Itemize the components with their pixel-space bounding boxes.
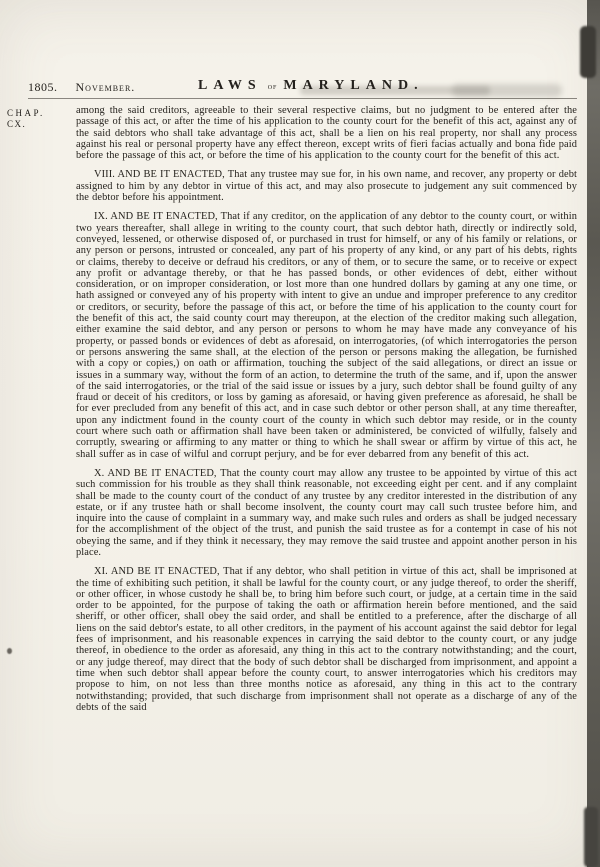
scan-artifact-top-right — [580, 26, 596, 78]
paragraph-continuation: among the said creditors, agreeable to their several respective claims, but no judgment to be entered after the passage of this act, or after the time of his application to the county court for the benefit of this act, against any of the said debtors who shall take advantage of this act, shall be a lien on his real property, nor shall any process against his real or personal property have any effect thereon, except writs of fieri facias actually and bona fide paid before the passage of this act, or before the time of his application to the county court for the benefit of this act. — [76, 105, 577, 162]
scan-ink-mark — [7, 648, 12, 654]
scan-edge-strip — [587, 0, 600, 867]
header-rule — [28, 98, 577, 99]
margin-chap-number: CX. — [7, 119, 27, 129]
margin-chap-label: CHAP. — [7, 108, 45, 118]
paragraph-section-viii: VIII. AND BE IT ENACTED, That any trustee may sue for, in his own name, and recover, any property or debt assigned to him by any debtor in virtue of this act, and may also prosecute to judgement any suit commenced by the debtor before his appointment. — [76, 169, 577, 204]
paragraph-section-xi: XI. AND BE IT ENACTED, That if any debtor, who shall petition in virtue of this act, shall be imprisoned at the time of exhibiting such petition, it shall be lawful for the county court, or any judge thereof, to order the sheriff, or other officer, in whose custody he shall be, to bring him before such court, or judge, at a certain time in the said order to be appointed, for the purpose of taking the oath or affirmation herein before mentioned, and the said sheriff, or other officer, shall obey the said order, and shall be entitled to a preference, after the discharge of all liens on the said debtor's estate, to all other creditors, in the payment of his account against the said debtor for legal fees of imprisonment, and his reasonable expences in carrying the said debtor to the county court, or any judge thereof, in obedience to the order as aforesaid, any thing in this act to the contrary notwithstanding; and the court, or any judge thereof, may direct that the body of such debtor shall be discharged from imprisonment, and appoint a time when such debtor shall appear before the county court, to answer interrogatories which his creditors may propose to him, on not less than three months notice as aforesaid, any thing in this act to the contrary notwithstanding; provided, that such discharge from imprisonment shall not operate as a discharge of any of the debts of the said — [76, 566, 577, 713]
scan-artifact-bottom-right — [584, 807, 598, 867]
page-title — [198, 76, 424, 94]
margin-note-chapter — [7, 108, 71, 129]
paragraph-section-x: X. AND BE IT ENACTED, That the county court may allow any trustee to be appointed by virtue of this act such commission for his trouble as they shall think reasonable, not exceeding eight per cent. and if any complaint shall be made to the county court of the conduct of any trustee by any creditor interested in the distribution of any estate, or if any trustee hath or shall become insolvent, the county court may call such trustee before him, and inquire into the cause of complaint in a summary way, and make such rules and orders as shall be judged necessary for the accomplishment of the object of the trust, and punish the said trustee as for a contempt in case of his not obeying the same, and if they think it necessary, they may remove the said trustee and appoint another person in his place. — [76, 467, 577, 558]
paragraph-section-ix: IX. AND BE IT ENACTED, That if any creditor, on the application of any debtor to the county court, or within two years thereafter, shall allege in writing to the county court, that such debtor hath, directly or indirectly sold, conveyed, lessened, or otherwise disposed of, or purchased in trust for himself, or any of his family or relations, or any person or persons, intrusted or concealed, any part of his property of any kind, or any part of his debts, rights or claims, thereby to deceive or defraud his creditors, or any of them, or to secure the same, or to receive or expect any profit or advantage thereby, or that he has passed bonds, or other evidences of debt, either without consideration, or on improper consideration, or lost more than one hundred dollars by gaming at any one time, or hath assigned or conveyed any of his property with intent to give an undue and improper preference to any creditor or creditors, or security, before the passage of this act, or before the time of his application to the county court for the benefit of this act, the said county court may thereupon, at the election of the creditor making such allegation, either examine the said debtor, and any person or persons to whom he may have made any conveyance of his property, or passed bonds or evidences of debt as aforesaid, on interrogatories, (of which interrogatories the person or persons answering the same shall, at the election of the person or persons making the allegation, be furnished with a copy or copies,) on oath or affirmation, touching the subject of the said allegations, or direct an issue or issues in a summary way, without the form of an action, to determine the truth of the same, and if, upon the answer of the said interrogatories, or the trial of the said issue or issues by a jury, such debtor shall be found guilty of any fraud or deceit of his creditors, or loss by gaming as aforesaid, or having given preference as aforesaid, he shall be for ever precluded from any benefit of this act, and in case such debtor or other person shall, at any time thereafter, upon any indictment found in the county court of the county in which such debtor may reside, or in the county court where such oath or affirmation shall have been taken or administered, be convicted of wilfully, falsely and corruptly, swearing or affirming to any matter or thing to which he shall swear or affirm by virtue of this act, he shall suffer as in case of wilful and corrupt perjury, and be for ever debarred from any benefit of this act. — [76, 211, 577, 460]
page-header — [28, 78, 577, 95]
title-maryland: MARYLAND. — [283, 78, 424, 93]
title-laws: LAWS — [198, 78, 262, 93]
body-text-column — [76, 105, 577, 867]
title-of: of — [267, 81, 278, 91]
header-year: 1805. — [28, 80, 58, 94]
header-month: November. — [75, 80, 136, 94]
